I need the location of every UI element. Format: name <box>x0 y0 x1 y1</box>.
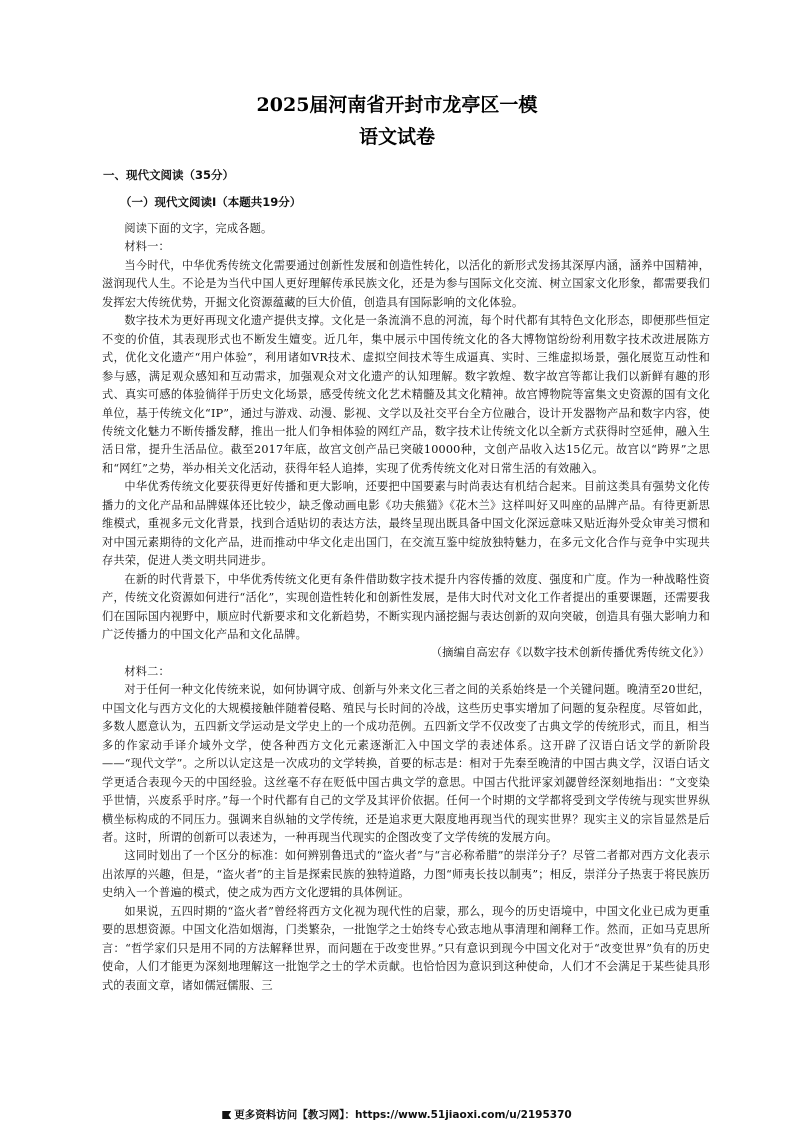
paragraph: 数字技术为更好再现文化遗产提供支撑。文化是一条流淌不息的河流，每个时代都有其特色文化形态，即便那些恒定不变的价值，其表现形式也不断发生嬗变。近几年，集中展示中国传统文化的各大博物馆纷纷利用数字技术改进展陈方式，优化文化遗产“用户体验”，利用诸如VR技术、虚拟空间技术等生成逼真、实时、三维虚拟场景，强化展览互动性和参与感，满足观众感知和互动需求，加强观众对文化遗产的认知理解。数字敦煌、数字故宫等都让我们以新鲜有趣的形式、真实可感的体验徜徉于历史文化场景，感受传统文化艺术精髓及其文化精神。故宫博物院等富集文史资源的国有文化单位，基于传统文化“IP”，通过与游戏、动漫、影视、文学以及社交平台全方位融合，设计开发器物产品和数字内容，使传统文化魅力不断传播发酵，推出一批人们争相体验的网红产品，数字技术让传统文化以全新方式获得时空延伸，融入生活日常，提升生活品位。截至2017年底，故宫文创产品已突破10000种，文创产品收入达15亿元。故宫以“跨界”之思和“网红”之势，举办相关文化活动，获得年轻人追捧，实现了优秀传统文化对日常生活的有效融入。 <box>102 314 710 475</box>
instruction-text: 阅读下面的文字，完成各题。 <box>124 222 273 235</box>
source-citation: （摘编自高宏存《以数字技术创新传播优秀传统文化》） <box>430 646 710 660</box>
material-two-label: 材料二： <box>124 664 170 678</box>
section-heading: 一、现代文阅读（35分） <box>103 168 235 182</box>
exam-subtitle: 语文试卷 <box>358 126 435 148</box>
material-one-label: 材料一： <box>124 240 170 254</box>
reading-passage <box>102 220 710 995</box>
paragraph: 如果说，五四时期的“盗火者”曾经将西方文化视为现代性的启蒙，那么，现今的历史语境中，中国文化业已成为更重要的思想资源。中国文化浩如烟海，门类繁杂，一批饱学之士始终专心致志地从事清理和阐释工作。然而，正如马克思所言：“哲学家们只是用不同的方法解释世界，而问题在于改变世界。”只有意识到现今中国文化对于“改变世界”负有的历史使命，人们才能更为深刻地理解这一批饱学之士的学术贡献。也恰恰因为意识到这种使命，人们才不会满足于某些徒具形式的表面文章，诸如儒冠儒服、三 <box>102 904 710 992</box>
paragraph: 对于任何一种文化传统来说，如何协调守成、创新与外来文化三者之间的关系始终是一个关键问题。晚清至20世纪，中国文化与西方文化的大规模接触伴随着侵略、殖民与长时间的冷战，这些历史事实增加了问题的复杂程度。尽管如此，多数人愿意认为，五四新文学运动是文学史上的一个成功范例。五四新文学不仅改变了古典文学的传统形式，而且，相当多的作家动手译介域外文学，使各种西方文化元素逐渐汇入中国文学的表述体系。这开辟了汉语白话文学的新阶段——“现代文学”。之所以认定这是一次成功的文学转换，首要的标志是：相对于先秦至晚清的中国古典文学，汉语白话文学更适合表现今天的中国经验。这丝毫不存在贬低中国古典文学的意思。中国古代批评家刘勰曾经深刻地指出：“文变染乎世情，兴废系乎时序。”每一个时代都有自己的文学及其评价依据。任何一个时期的文学都将受到文学传统与现实世界纵横坐标构成的不同压力。强调来自纵轴的文学传统，还是追求更大限度地再现当代的现实世界？现实主义的宗旨显然是后者。这时，所谓的创新可以表述为，一种再现当代现实的企图改变了文学传统的发展方向。 <box>102 683 710 844</box>
paragraph: 这同时划出了一个区分的标准：如何辨别鲁迅式的“盗火者”与“言必称希腊”的崇洋分子？尽管二者都对西方文化表示出浓厚的兴趣，但是，“盗火者”的主旨是探索民族的独特道路，力图“师夷长技以制夷”；相反，崇洋分子热衷于将民族历史纳入一个普遍的模式，使之成为西方文化逻辑的具体例证。 <box>102 849 710 900</box>
subsection-heading: （一）现代文阅读Ⅰ（本题共19分） <box>120 195 302 209</box>
paragraph: 在新的时代背景下，中华优秀传统文化更有条件借助数字技术提升内容传播的效度、强度和广度。作为一种战略性资产，传统文化资源如何进行“活化”，实现创造性转化和创新性发展，是伟大时代对文化工作者提出的重要课题，还需要我们在国际国内视野中，顺应时代新要求和文化新趋势，不断实现内涵挖掘与表达创新的双向突破，创造具有强大影响力和广泛传播力的中国文化产品和文化品牌。 <box>102 572 710 641</box>
exam-title: 2025届河南省开封市龙亭区一模 <box>256 94 538 116</box>
footer-text: 更多资料访问【教习网】：https://www.51jiaoxi.com/u/2195370 <box>234 1109 572 1121</box>
flag-icon <box>222 1111 231 1119</box>
footer-link[interactable] <box>0 1107 794 1122</box>
paragraph: 中华优秀传统文化要获得更好传播和更大影响，还要把中国要素与时尚表达有机结合起来。目前这类具有强势文化传播力的文化产品和品牌媒体还比较少，缺乏像动画电影《功夫熊猫》《花木兰》这样叫好又叫座的品牌产品。有待更新思维模式，重视多元文化背景，找到合适贴切的表达方法，最终呈现出既具备中国文化深远意味又贴近海外受众审美习惯和对中国元素期待的文化产品，进而推动中华文化走出国门，在交流互鉴中绽放独特魅力，在多元文化合作与竞争中实现共存共荣，促进人类文明共同进步。 <box>102 480 710 568</box>
paragraph: 当今时代，中华优秀传统文化需要通过创新性发展和创造性转化，以活化的新形式发扬其深厚内涵，涵养中国精神，滋润现代人生。不论是为当代中国人更好理解传承民族文化，还是为参与国际文化交流、树立国家文化形象，都需要我们发挥宏大传统优势，开掘文化资源蕴藏的巨大价值，创造具有国际影响的文化体验。 <box>102 258 710 309</box>
